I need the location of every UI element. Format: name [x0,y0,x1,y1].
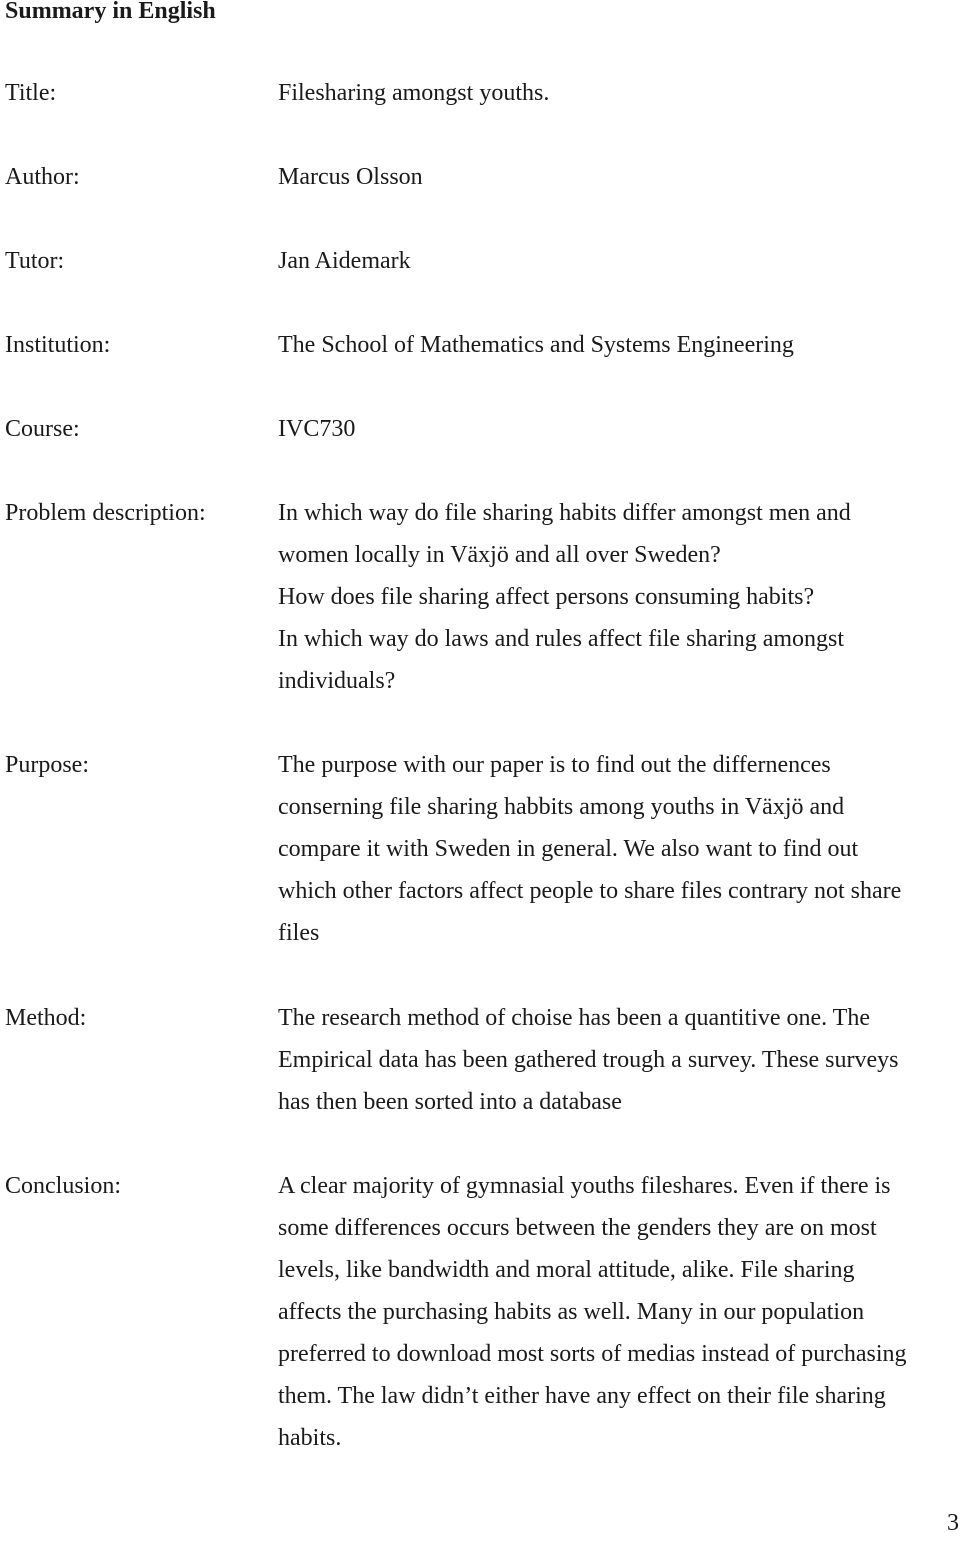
conclusion-text [278,1171,958,1465]
problem-line: How does file sharing affect persons consuming habits? [278,584,815,610]
problem-line: In which way do file sharing habits differ amongst men and [278,500,851,526]
author-value: Marcus Olsson [278,164,423,190]
institution-value: The School of Mathematics and Systems Engineering [278,332,794,358]
institution-label: Institution: [5,332,111,358]
purpose-label: Purpose: [5,752,89,778]
title-value: Filesharing amongst youths. [278,80,550,106]
method-line: has then been sorted into a database [278,1089,622,1115]
problem-line: individuals? [278,668,396,694]
purpose-line: which other factors affect people to share files contrary not share [278,878,902,904]
problem-description-label: Problem description: [5,500,206,526]
tutor-label: Tutor: [5,248,65,274]
page-number: 3 [947,1510,959,1536]
method-text [278,1003,958,1129]
purpose-line: compare it with Sweden in general. We also want to find out [278,836,859,862]
problem-line: women locally in Växjö and all over Sweden? [278,542,721,568]
conclusion-label: Conclusion: [5,1173,122,1199]
purpose-text [278,750,958,960]
course-value: IVC730 [278,416,356,442]
purpose-line: files [278,920,320,946]
course-label: Course: [5,416,80,442]
purpose-line: The purpose with our paper is to find out the differnences [278,752,831,778]
problem-description-text [278,498,958,708]
title-label: Title: [5,80,57,106]
conclusion-line: affects the purchasing habits as well. Many in our population [278,1299,865,1325]
conclusion-line: levels, like bandwidth and moral attitude, alike. File sharing [278,1257,855,1283]
method-line: Empirical data has been gathered trough a survey. These surveys [278,1047,899,1073]
conclusion-line: preferred to download most sorts of medias instead of purchasing [278,1341,907,1367]
method-line: The research method of choise has been a quantitive one. The [278,1005,870,1031]
author-label: Author: [5,164,80,190]
purpose-line: conserning file sharing habbits among youths in Växjö and [278,794,845,820]
conclusion-line: habits. [278,1425,342,1451]
conclusion-line: some differences occurs between the genders they are on most [278,1215,877,1241]
conclusion-line: A clear majority of gymnasial youths fileshares. Even if there is [278,1173,891,1199]
page-heading: Summary in English [5,0,216,24]
method-label: Method: [5,1005,87,1031]
tutor-value: Jan Aidemark [278,248,411,274]
problem-line: In which way do laws and rules affect file sharing amongst [278,626,845,652]
conclusion-line: them. The law didn’t either have any effect on their file sharing [278,1383,886,1409]
